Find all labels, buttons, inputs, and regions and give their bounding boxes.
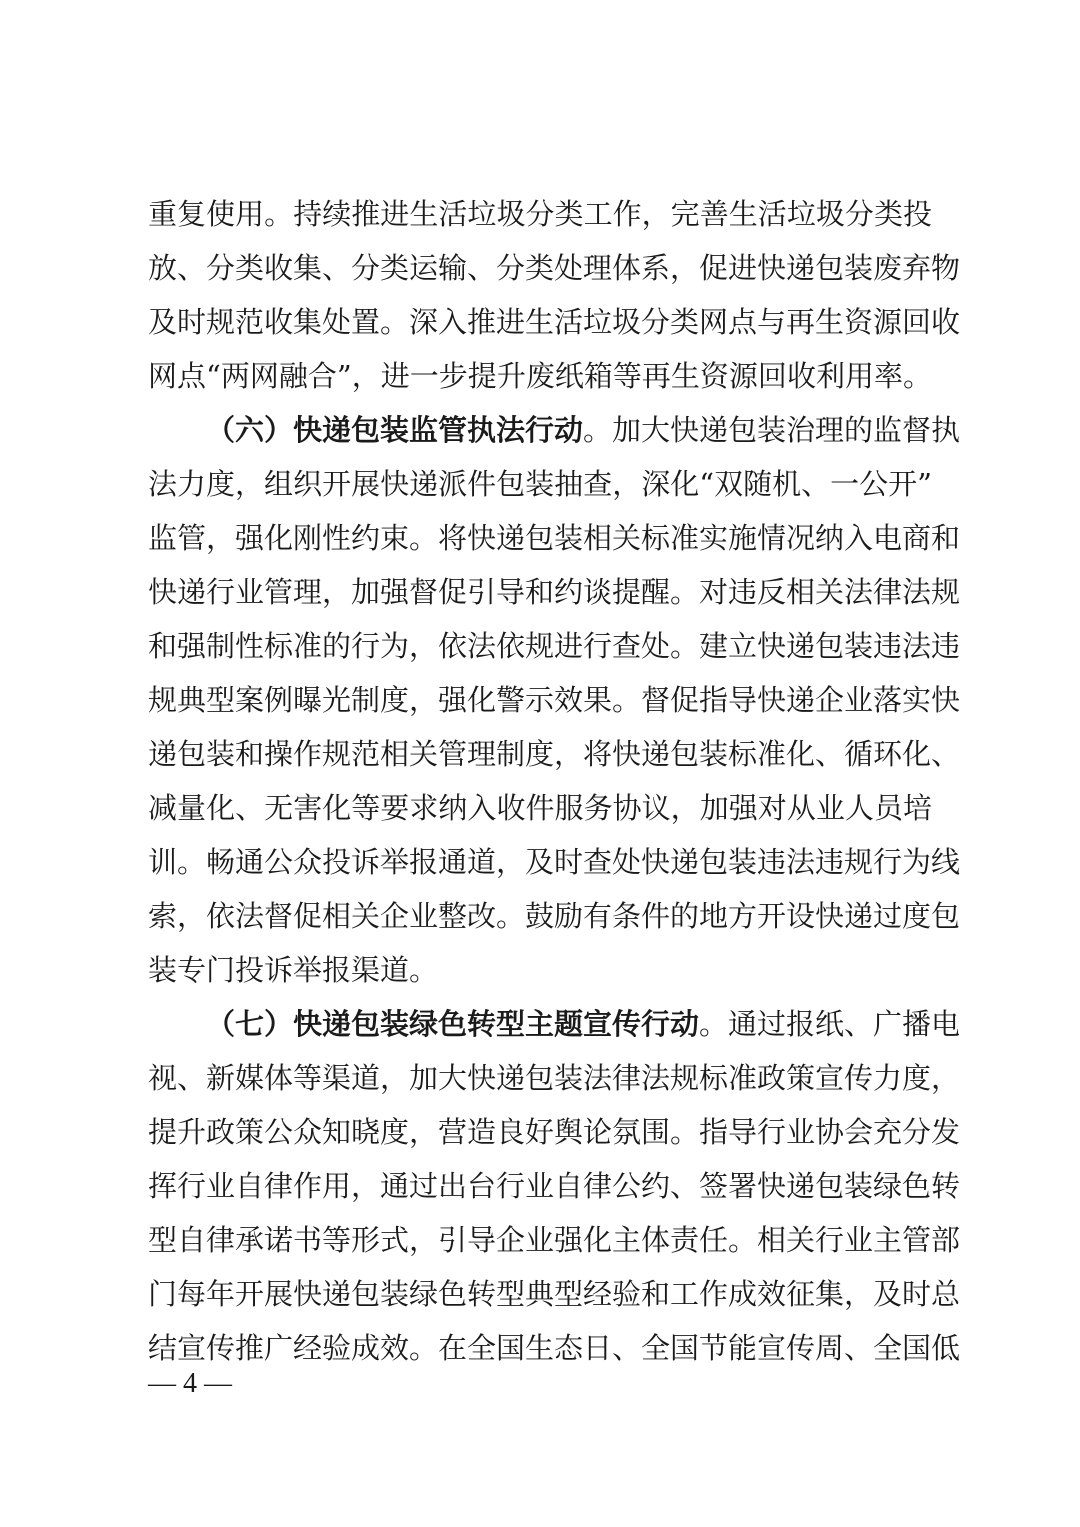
section-seven-first-line	[206, 997, 961, 1051]
text-line: 和强制性标准的行为，依法依规进行查处。建立快递包装违法违	[148, 629, 961, 663]
text-line: 减量化、无害化等要求纳入收件服务协议，加强对从业人员培	[148, 791, 932, 825]
page-number: — 4 —	[148, 1368, 232, 1399]
text-line: 监管，强化刚性约束。将快递包装相关标准实施情况纳入电商和	[148, 521, 961, 555]
text-line: 型自律承诺书等形式，引导企业强化主体责任。相关行业主管部	[148, 1223, 961, 1257]
text-line: 重复使用。持续推进生活垃圾分类工作，完善生活垃圾分类投	[148, 197, 932, 231]
text-line: 视、新媒体等渠道，加大快递包装法律法规标准政策宣传力度，	[148, 1061, 961, 1095]
text-line: 挥行业自律作用，通过出台行业自律公约、签署快递包装绿色转	[148, 1169, 961, 1203]
text-line: 装专门投诉举报渠道。	[148, 953, 439, 987]
section-seven-heading: （七）快递包装绿色转型主题宣传行动	[206, 1007, 700, 1041]
section-six-first-line	[206, 403, 961, 457]
section-six-intro: 。加大快递包装治理的监督执	[583, 413, 961, 447]
text-line: 规典型案例曝光制度，强化警示效果。督促指导快递企业落实快	[148, 683, 961, 717]
text-line: 提升政策公众知晓度，营造良好舆论氛围。指导行业协会充分发	[148, 1115, 961, 1149]
text-line: 训。畅通公众投诉举报通道，及时查处快递包装违法违规行为线	[148, 845, 961, 879]
section-six-heading: （六）快递包装监管执法行动	[206, 413, 584, 447]
text-line: 放、分类收集、分类运输、分类处理体系，促进快递包装废弃物	[148, 251, 961, 285]
text-line: 网点“两网融合”，进一步提升废纸箱等再生资源回收利用率。	[148, 359, 932, 393]
section-seven-intro: 。通过报纸、广播电	[699, 1007, 961, 1041]
text-line: 结宣传推广经验成效。在全国生态日、全国节能宣传周、全国低	[148, 1331, 961, 1365]
text-line: 递包装和操作规范相关管理制度，将快递包装标准化、循环化、	[148, 737, 961, 771]
text-line: 法力度，组织开展快递派件包装抽查，深化“双随机、一公开”	[148, 467, 932, 501]
text-line: 门每年开展快递包装绿色转型典型经验和工作成效征集，及时总	[148, 1277, 961, 1311]
text-line: 快递行业管理，加强督促引导和约谈提醒。对违反相关法律法规	[148, 575, 961, 609]
text-line: 及时规范收集处置。深入推进生活垃圾分类网点与再生资源回收	[148, 305, 961, 339]
text-line: 索，依法督促相关企业整改。鼓励有条件的地方开设快递过度包	[148, 899, 961, 933]
